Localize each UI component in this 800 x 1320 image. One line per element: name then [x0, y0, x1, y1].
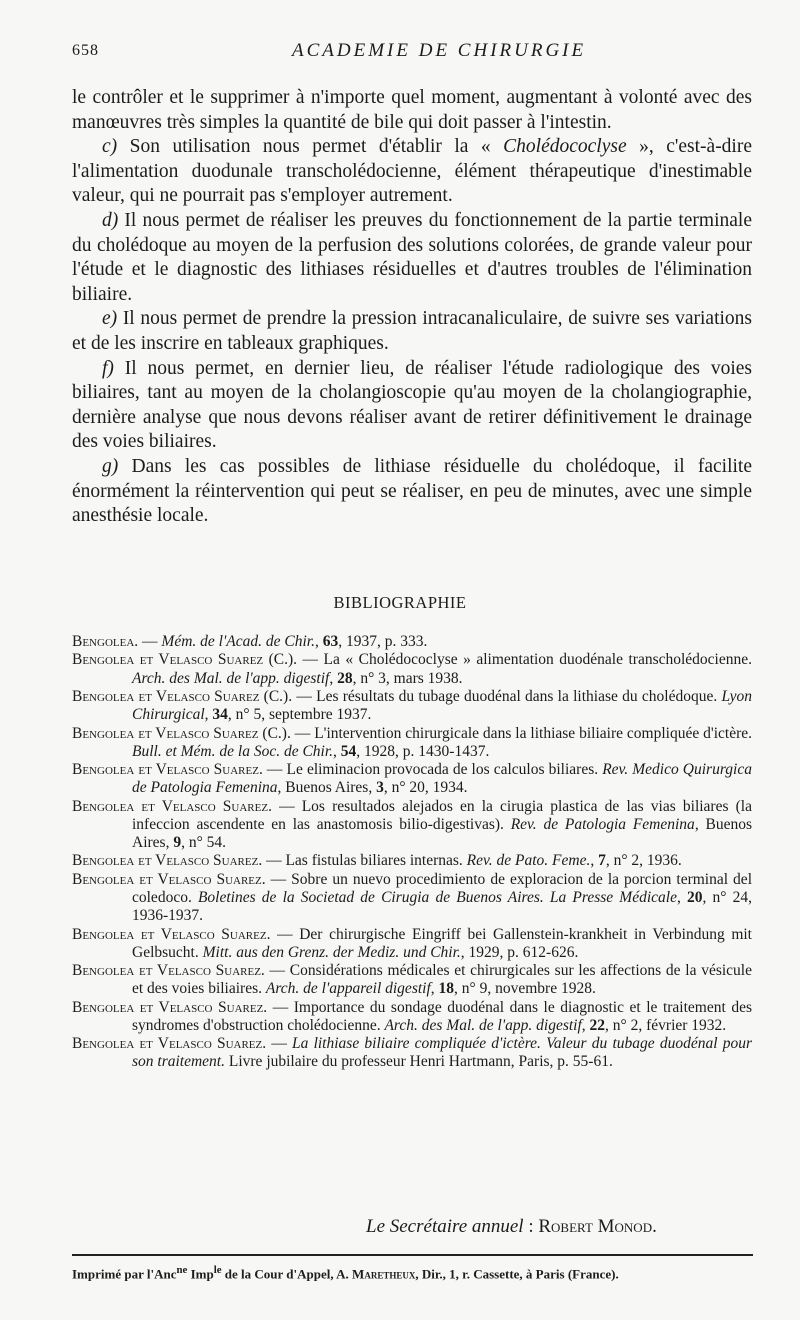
reference-volume: 22 — [589, 1016, 606, 1034]
bibliography-entry: Bengolea et Velasco Suarez. — Las fistulas biliares internas. Rev. de Pato. Feme., 7, n° 2, 1936. — [72, 852, 682, 870]
reference-author: Bengolea et Velasco Suarez. — [72, 761, 263, 779]
term-choledococlyse: Cholédococlyse — [503, 136, 627, 158]
reference-author: Bengolea et Velasco Suarez (C.). — [72, 724, 291, 742]
reference-volume: 54 — [340, 742, 357, 760]
reference-volume: 3 — [376, 779, 384, 797]
reference-author: Bengolea. — [72, 633, 139, 650]
signature-role: Le Secrétaire annuel — [366, 1216, 524, 1237]
signature: Le Secrétaire annuel : Robert Monod. — [366, 1216, 657, 1237]
bibliography-entry: Bengolea et Velasco Suarez (C.). — L'intervention chirurgicale dans la lithiase biliaire compliquée d'ictère. Bull. et Mém. de la Soc. de Chir., 54, 1928, p. 1430-1437. — [72, 724, 752, 760]
paragraph-continuation: le contrôler et le supprimer à n'importe quel moment, augmentant à volonté avec des manœuvres très simples la quantité de bile qui doit passer à l'intestin. — [72, 87, 752, 133]
reference-author: Bengolea et Velasco Suarez. — [72, 1035, 267, 1053]
bibliography-entry: Bengolea et Velasco Suarez. — Le eliminacion provocada de los calculos biliares. Rev. Medico Quirurgica de Patologia Femenina, Buenos Aires, 3, n° 20, 1934. — [72, 761, 752, 797]
reference-volume: 20 — [687, 889, 703, 907]
bibliography-entry: Bengolea et Velasco Suarez. — Importance du sondage duodénal dans le diagnostic et le traitement des syndromes d'obstruction cholédocienne. Arch. des Mal. de l'app. digestif, 22, n° 2, février 1932. — [72, 998, 752, 1034]
reference-author: Bengolea et Velasco Suarez. — [72, 797, 272, 815]
reference-title: Arch. des Mal. de l'app. digestif — [384, 1016, 582, 1034]
reference-title: Lyon Chirurgical — [132, 688, 752, 724]
bibliography-entry: Bengolea et Velasco Suarez. — Considérations médicales et chirurgicales sur les affections de la vésicule et des voies biliaires. Arch. de l'appareil digestif, 18, n° 9, novembre 1928. — [72, 962, 752, 998]
bibliography-entry: Bengolea et Velasco Suarez (C.). — La « Cholédococlyse » alimentation duodénale transcholédocienne. Arch. des Mal. de l'app. digestif, 28, n° 3, mars 1938. — [72, 651, 752, 687]
reference-author: Bengolea et Velasco Suarez. — [72, 870, 266, 888]
reference-author: Bengolea et Velasco Suarez. — [72, 852, 263, 870]
item-letter: f) — [102, 357, 114, 379]
running-title: ACADEMIE DE CHIRURGIE — [292, 40, 587, 61]
item-letter: d) — [102, 209, 119, 231]
reference-title: Rev. de Patologia Femenina — [510, 815, 695, 833]
bibliography-entry: Bengolea et Velasco Suarez (C.). — Les résultats du tubage duodénal dans la lithiase du cholédoque. Lyon Chirurgical, 34, n° 5, septembre 1937. — [72, 688, 752, 724]
reference-volume: 9 — [173, 833, 182, 851]
reference-volume: 34 — [212, 706, 228, 724]
reference-title: Mitt. aus den Grenz. der Mediz. und Chir. — [202, 943, 461, 961]
item-letter: g) — [102, 455, 119, 477]
bibliography-entry: Bengolea. — Mém. de l'Acad. de Chir., 63, 1937, p. 333. — [72, 633, 428, 650]
page-number: 658 — [72, 42, 99, 59]
footer-rule — [72, 1254, 753, 1256]
reference-title: Arch. des Mal. de l'app. digestif — [132, 669, 330, 687]
reference-volume: 7 — [598, 852, 606, 870]
reference-volume: 18 — [438, 980, 455, 998]
bibliography-entry: Bengolea et Velasco Suarez. — Der chirurgische Eingriff bei Gallenstein-krankheit in Verbindung mit Gelbsucht. Mitt. aus den Grenz. der Mediz. und Chir., 1929, p. 612-626. — [72, 925, 752, 961]
reference-title: La lithiase biliaire compliquée d'ictère. Valeur du tubage duodénal pour son traitement. — [132, 1035, 752, 1071]
reference-title: Mém. de l'Acad. de Chir. — [161, 633, 315, 650]
reference-author: Bengolea et Velasco Suarez. — [72, 925, 271, 943]
reference-author: Bengolea et Velasco Suarez (C.). — [72, 651, 298, 669]
body-text — [72, 86, 752, 529]
paragraph-d: d) Il nous permet de réaliser les preuves du fonctionnement de la partie terminale du cholédoque au moyen de la perfusion des solutions colorées, de grande valeur pour l'étude et le diagnostic des lithiases résiduelles et d'autres troubles de l'élimination biliaire. — [72, 209, 752, 305]
reference-author: Bengolea et Velasco Suarez. — [72, 962, 265, 980]
printer-imprint: Imprimé par l'Anc$^{ne}$ Imp$^{le}$ de la Cour d'Appel, A. Maretheux, Dir., 1, r. Cassette, à Paris (France). — [72, 1264, 619, 1282]
reference-title: Rev. de Pato. Feme. — [466, 852, 591, 870]
item-letter: c) — [102, 136, 118, 158]
reference-title: Boletines de la Societad de Cirugia de Buenos Aires. La Presse Médicale — [197, 889, 677, 907]
item-letter: e) — [102, 308, 118, 330]
bibliography-heading: BIBLIOGRAPHIE — [333, 593, 467, 612]
reference-volume: 63 — [322, 633, 339, 650]
reference-author: Bengolea et Velasco Suarez (C.). — [72, 688, 293, 706]
bibliography-entry: Bengolea et Velasco Suarez. — Sobre un nuevo procedimiento de exploracion de la porcion terminal del coledoco. Boletines de la Societad de Cirugia de Buenos Aires. La Presse Médicale, 20, n° 24, 1936-1937. — [72, 870, 752, 925]
reference-title: Rev. Medico Quirurgica de Patologia Femenina — [132, 761, 752, 797]
reference-title: Arch. de l'appareil digestif — [265, 980, 431, 998]
bibliography-entry: Bengolea et Velasco Suarez. — Los resultados alejados en la cirugia plastica de las vias biliares (la infeccion ascendente en las anastomosis bilio-digestivas). Rev. de Patologia Femenina, Buenos Aires, 9, n° 54. — [72, 797, 752, 851]
paragraph-f: f) Il nous permet, en dernier lieu, de réaliser l'étude radiologique des voies biliaires, tant au moyen de la cholangioscopie qu'au moyen de la cholangiographie, dernière analyse que nous devons réaliser avant de retirer définitivement le drainage des voies biliaires. — [72, 357, 752, 453]
running-header — [72, 42, 770, 66]
signature-name: Robert Monod. — [538, 1216, 657, 1237]
paragraph-c: c) Son utilisation nous permet d'établir la « Cholédococlyse », c'est-à-dire l'alimentation duodunale transcholédocienne, élément thérapeutique d'inestimable valeur, qui ne pourrait pas s'employer autrement. — [72, 136, 753, 207]
paragraph-e: e) Il nous permet de prendre la pression intracanaliculaire, de suivre ses variations et de les inscrire en tableaux graphiques. — [72, 308, 752, 354]
paragraph-g: g) Dans les cas possibles de lithiase résiduelle du cholédoque, il facilite énormément la réintervention qui peut se réaliser, en peu de minutes, avec une simple anesthésie locale. — [72, 455, 752, 527]
bibliography-list — [72, 633, 752, 1072]
reference-author: Bengolea et Velasco Suarez. — [72, 998, 268, 1016]
printer-name: Maretheux — [352, 1266, 416, 1282]
reference-volume: 28 — [337, 669, 353, 687]
reference-title: Bull. et Mém. de la Soc. de Chir. — [132, 742, 334, 760]
bibliography-entry: Bengolea et Velasco Suarez. — La lithiase biliaire compliquée d'ictère. Valeur du tubage duodénal pour son traitement. Livre jubilaire du professeur Henri Hartmann, Paris, p. 55-61. — [72, 1035, 752, 1071]
